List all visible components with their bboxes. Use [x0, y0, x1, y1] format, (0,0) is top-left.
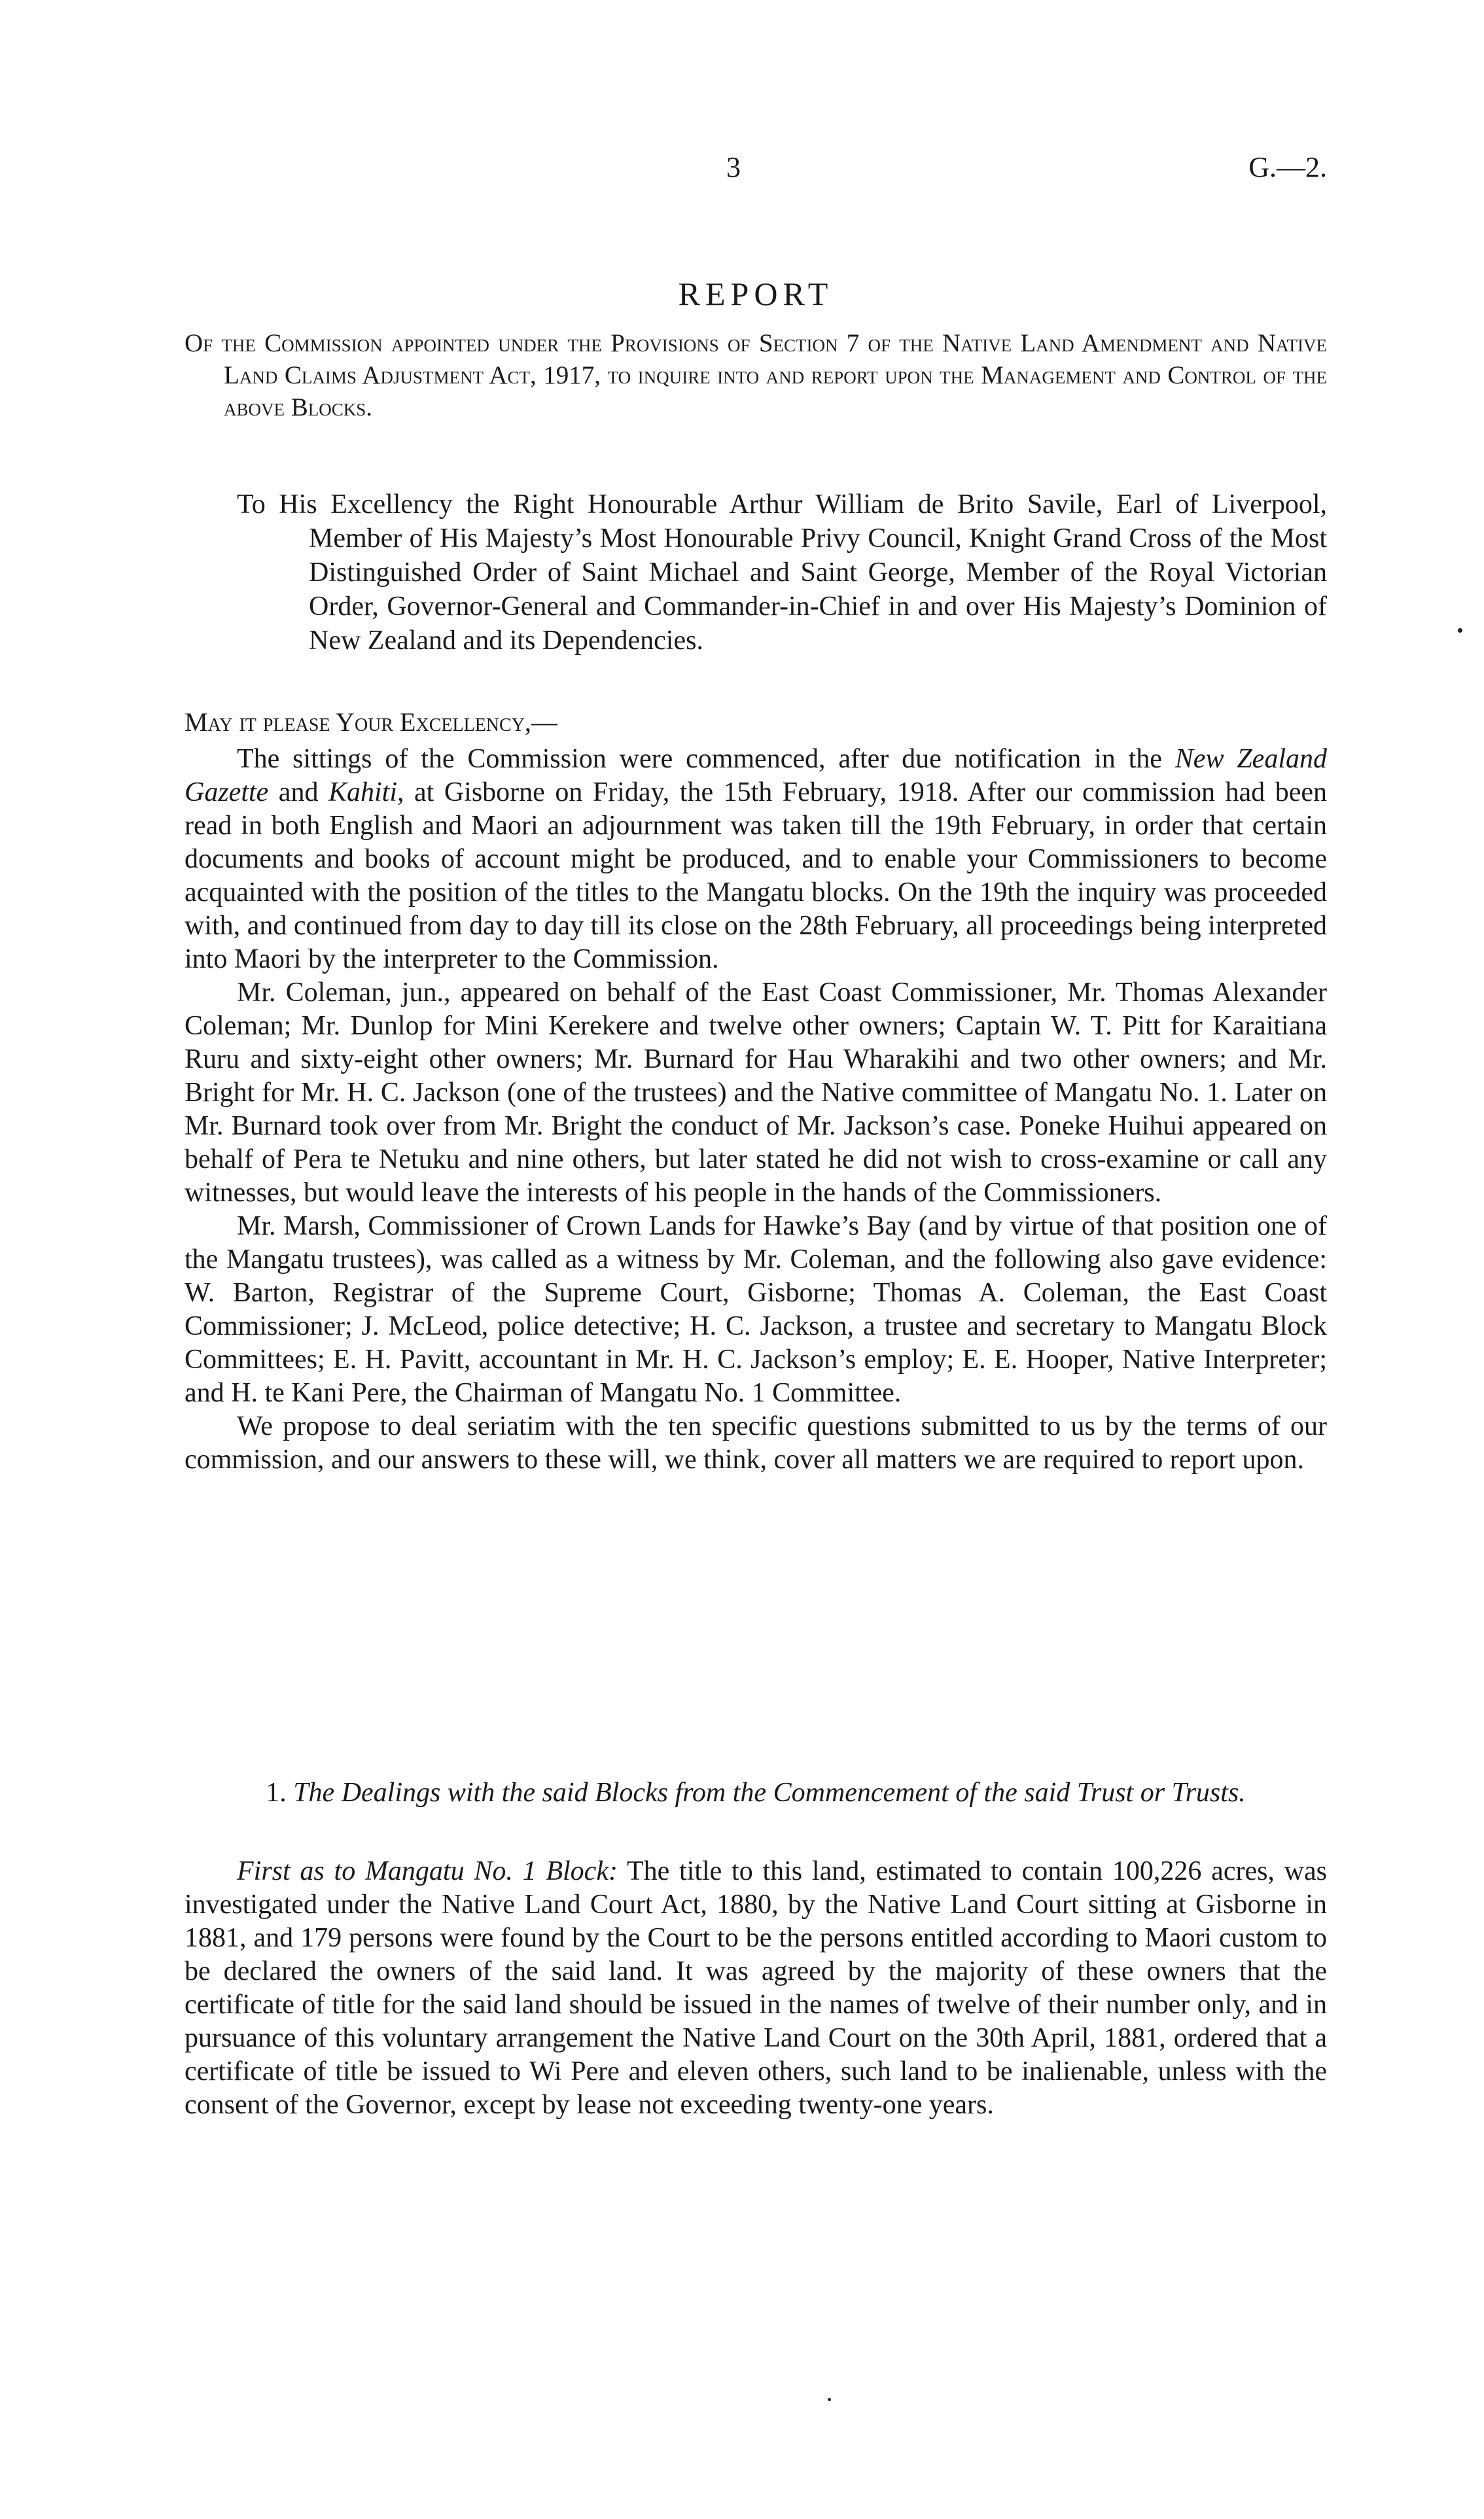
- paragraph-witnesses: Mr. Marsh, Commissioner of Crown Lands for Hawke’s Bay (and by virtue of that position one of the Mangatu trustees), was called as a witness by Mr. Coleman, and the following also gave evidence: W. Barton, Registrar of the Supreme Court, Gisborne; Thomas A. Coleman, the East Coast Commissioner; J. McLeod, police detective; H. C. Jackson, a trustee and secretary to Mangatu Block Committees; E. H. Pavitt, accountant in Mr. H. C. Jackson’s employ; E. E. Hooper, Native Interpreter; and H. te Kani Pere, the Chairman of Mangatu No. 1 Committee.: [185, 1211, 1327, 1408]
- kahiti-title: Kahiti: [328, 777, 397, 807]
- section-body: [185, 1855, 1327, 2122]
- paragraph-text: , at Gisborne on Friday, the 15th February, 1918. After our commission had been read in both English and Maori an adjournment was taken till the 19th February, in order that certain documents and books of account might be produced, and to enable your Commissioners to become acquainted with the position of the titles to the Mangatu blocks. On the 19th the inquiry was proceeded with, and continued from day to day till its close on the 28th February, all proceedings being interpreted into Maori by the interpreter to the Commission.: [185, 777, 1327, 974]
- section-text: The title to this land, estimated to contain 100,226 acres, was investigated under the Native Land Court Act, 1880, by the Native Land Court sitting at Gisborne in 1881, and 179 persons were found by the Court to be the persons entitled according to Maori custom to be declared the owners of the said land. It was agreed by the majority of these owners that the certificate of title for the said land should be issued in the names of twelve of their number only, and in pursuance of this voluntary arrangement the Native Land Court on the 30th April, 1881, ordered that a certificate of title be issued to Wi Pere and eleven others, such land to be inalienable, unless with the consent of the Governor, except by lease not exceeding twenty-one years.: [185, 1856, 1327, 2120]
- page-reference: G.—2.: [1248, 151, 1327, 183]
- page-number: 3: [726, 151, 741, 183]
- section-lead: First as to Mangatu No. 1 Block:: [237, 1856, 618, 1886]
- report-title: REPORT: [678, 275, 834, 312]
- paragraph-text: The sittings of the Commission were commenced, after due notification in the: [237, 744, 1175, 774]
- footer-speck: [828, 2398, 831, 2401]
- paragraph-appearances: Mr. Coleman, jun., appeared on behalf of the East Coast Commissioner, Mr. Thomas Alexander Coleman; Mr. Dunlop for Mini Kerekere and twelve other owners; Captain W. T. Pitt for Karaitiana Ruru and sixty-eight other owners; Mr. Burnard for Hau Wharakihi and two other owners; and Mr. Bright for Mr. H. C. Jackson (one of the trustees) and the Native committee of Mangatu No. 1. Later on Mr. Burnard took over from Mr. Bright the conduct of Mr. Jackson’s case. Poneke Huihui appeared on behalf of Pera te Netuku and nine others, but later stated he did not wish to cross-examine or call any witnesses, but would leave the interests of his people in the hands of the Commissioners.: [185, 978, 1327, 1208]
- section-number: 1.: [266, 1778, 287, 1808]
- paragraph-sittings: [185, 743, 1327, 976]
- margin-speck: [1458, 628, 1462, 633]
- paragraph-questions: We propose to deal seriatim with the ten specific questions submitted to us by the terms of our commission, and our answers to these will, we think, cover all matters we are required to report upon.: [185, 1411, 1327, 1475]
- report-body: [185, 743, 1327, 1477]
- section-heading: [185, 1776, 1327, 1810]
- report-subtitle: Of the Commission appointed under the Provisions of Section 7 of the Native Land Amendment and Native Land Claims Adjustment Act, 1917, to inquire into and report upon the Management and Control of the above Blocks.: [185, 329, 1327, 421]
- address-to-governor: To His Excellency the Right Honourable Arthur William de Brito Savile, Earl of Liverpool, Member of His Majesty’s Most Honourable Privy Council, Knight Grand Cross of the Most Distinguished Order of Saint Michael and Saint George, Member of the Royal Victorian Order, Governor-General and Commander-in-Chief in and over His Majesty’s Dominion of New Zealand and its Dependencies.: [237, 489, 1327, 656]
- salutation: May it please Your Excellency,—: [185, 707, 557, 737]
- gazette-title: New Zealand Gazette: [185, 744, 1327, 807]
- paragraph-mangatu-no-1: [185, 1855, 1327, 2122]
- paragraph-text: and: [268, 777, 328, 807]
- page-header: [0, 150, 1484, 190]
- section-title: The Dealings with the said Blocks from the Commencement of the said Trust or Trusts.: [293, 1778, 1246, 1808]
